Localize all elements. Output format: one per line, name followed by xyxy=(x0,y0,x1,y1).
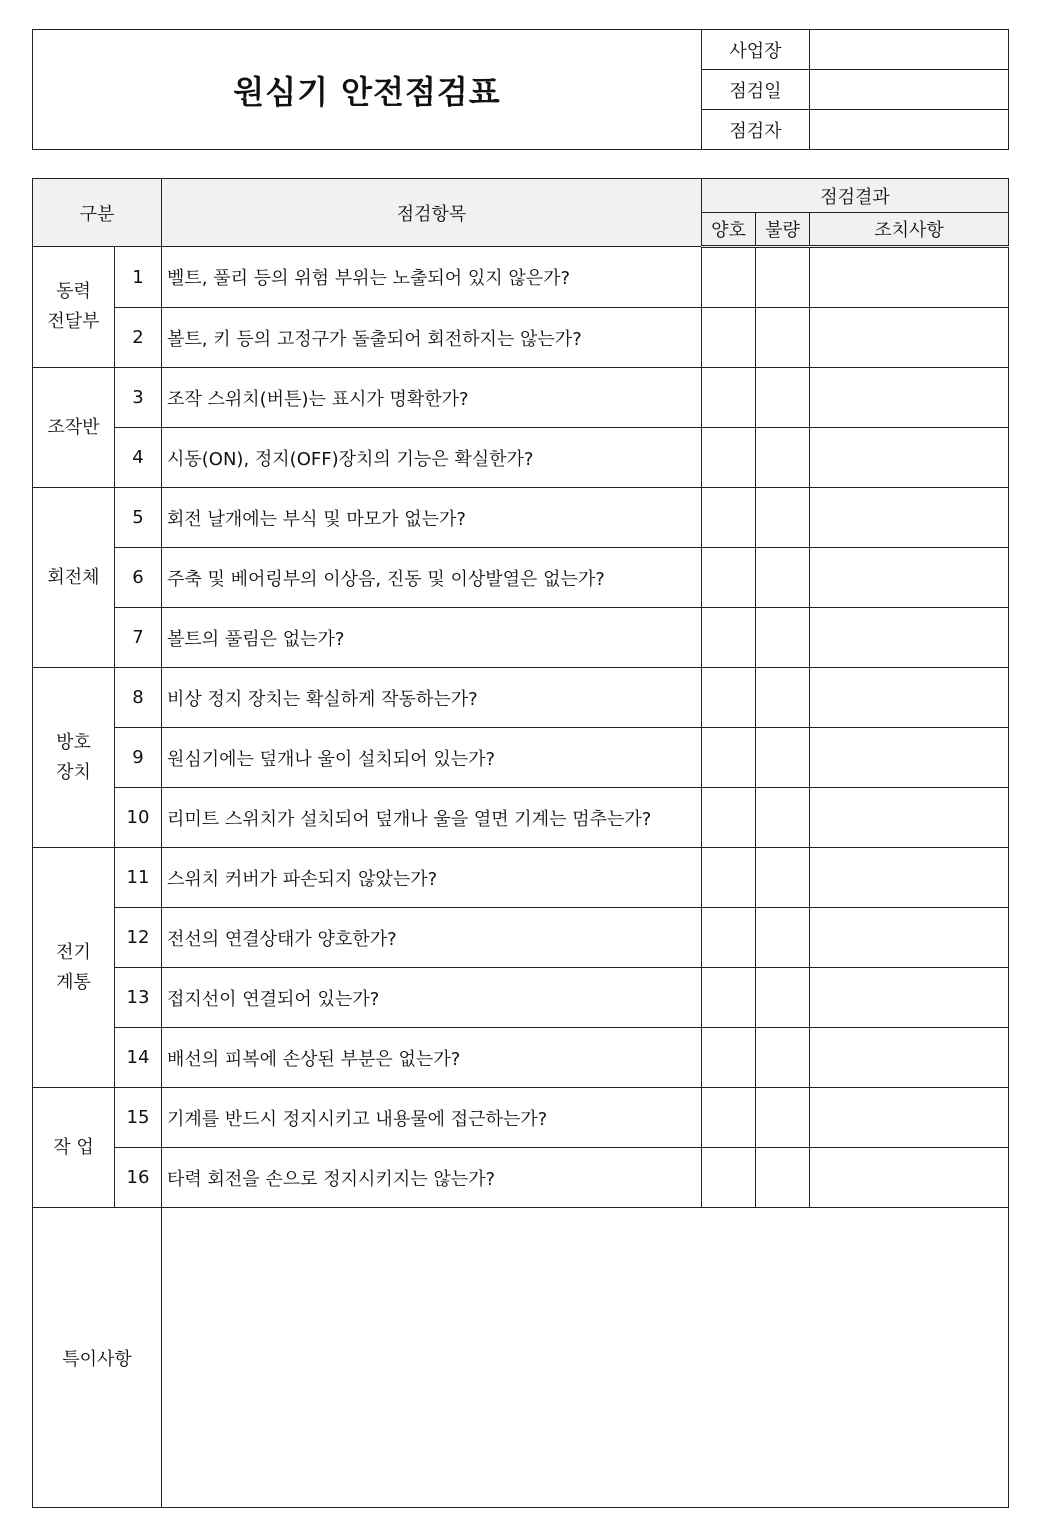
category-cell: 작 업 xyxy=(33,1088,115,1208)
item-question: 볼트, 키 등의 고정구가 돌출되어 회전하지는 않는가? xyxy=(162,308,702,368)
item-number: 2 xyxy=(115,308,162,368)
action-cell[interactable] xyxy=(810,247,1009,308)
inspector-field[interactable] xyxy=(810,110,1009,150)
good-cell[interactable] xyxy=(702,728,756,788)
table-row xyxy=(33,668,1009,728)
good-cell[interactable] xyxy=(702,608,756,668)
action-header: 조치사항 xyxy=(810,213,1009,247)
item-number: 16 xyxy=(115,1148,162,1208)
good-cell[interactable] xyxy=(702,908,756,968)
action-cell[interactable] xyxy=(810,308,1009,368)
notes-field[interactable] xyxy=(162,1208,1009,1508)
table-row xyxy=(33,728,1009,788)
item-question: 기계를 반드시 정지시키고 내용물에 접근하는가? xyxy=(162,1088,702,1148)
action-cell[interactable] xyxy=(810,968,1009,1028)
table-row xyxy=(33,788,1009,848)
item-number: 11 xyxy=(115,848,162,908)
category-cell: 동력 전달부 xyxy=(33,247,115,368)
action-cell[interactable] xyxy=(810,428,1009,488)
item-question: 볼트의 풀림은 없는가? xyxy=(162,608,702,668)
category-cell: 전기 계통 xyxy=(33,848,115,1088)
bad-cell[interactable] xyxy=(756,728,810,788)
table-row xyxy=(33,548,1009,608)
item-number: 14 xyxy=(115,1028,162,1088)
notes-label: 특이사항 xyxy=(33,1208,162,1508)
item-question: 비상 정지 장치는 확실하게 작동하는가? xyxy=(162,668,702,728)
bad-cell[interactable] xyxy=(756,1028,810,1088)
table-row xyxy=(33,308,1009,368)
item-question: 벨트, 풀리 등의 위험 부위는 노출되어 있지 않은가? xyxy=(162,247,702,308)
bad-cell[interactable] xyxy=(756,968,810,1028)
good-cell[interactable] xyxy=(702,368,756,428)
category-cell: 조작반 xyxy=(33,368,115,488)
action-cell[interactable] xyxy=(810,728,1009,788)
action-cell[interactable] xyxy=(810,548,1009,608)
item-number: 5 xyxy=(115,488,162,548)
item-question: 시동(ON), 정지(OFF)장치의 기능은 확실한가? xyxy=(162,428,702,488)
item-number: 15 xyxy=(115,1088,162,1148)
item-question: 접지선이 연결되어 있는가? xyxy=(162,968,702,1028)
inspection-date-label: 점검일 xyxy=(702,70,810,110)
bad-cell[interactable] xyxy=(756,1088,810,1148)
good-cell[interactable] xyxy=(702,788,756,848)
good-cell[interactable] xyxy=(702,848,756,908)
item-number: 6 xyxy=(115,548,162,608)
action-cell[interactable] xyxy=(810,1028,1009,1088)
item-question: 리미트 스위치가 설치되어 덮개나 울을 열면 기계는 멈추는가? xyxy=(162,788,702,848)
item-number: 9 xyxy=(115,728,162,788)
inspection-date-field[interactable] xyxy=(810,70,1009,110)
action-cell[interactable] xyxy=(810,668,1009,728)
item-question: 타력 회전을 손으로 정지시키지는 않는가? xyxy=(162,1148,702,1208)
table-row xyxy=(33,428,1009,488)
action-cell[interactable] xyxy=(810,368,1009,428)
good-cell[interactable] xyxy=(702,247,756,308)
bad-header: 불량 xyxy=(756,213,810,247)
good-cell[interactable] xyxy=(702,968,756,1028)
table-row xyxy=(33,1028,1009,1088)
action-cell[interactable] xyxy=(810,908,1009,968)
category-cell: 방호 장치 xyxy=(33,668,115,848)
table-row xyxy=(33,908,1009,968)
action-cell[interactable] xyxy=(810,848,1009,908)
table-row xyxy=(33,488,1009,548)
good-cell[interactable] xyxy=(702,308,756,368)
bad-cell[interactable] xyxy=(756,908,810,968)
bad-cell[interactable] xyxy=(756,788,810,848)
good-cell[interactable] xyxy=(702,548,756,608)
bad-cell[interactable] xyxy=(756,247,810,308)
bad-cell[interactable] xyxy=(756,308,810,368)
action-cell[interactable] xyxy=(810,1148,1009,1208)
bad-cell[interactable] xyxy=(756,428,810,488)
action-cell[interactable] xyxy=(810,1088,1009,1148)
bad-cell[interactable] xyxy=(756,488,810,548)
item-number: 10 xyxy=(115,788,162,848)
item-number: 12 xyxy=(115,908,162,968)
checklist-table xyxy=(32,178,1009,1508)
result-header: 점검결과 xyxy=(702,179,1009,213)
action-cell[interactable] xyxy=(810,788,1009,848)
item-number: 13 xyxy=(115,968,162,1028)
workplace-field[interactable] xyxy=(810,30,1009,70)
item-number: 7 xyxy=(115,608,162,668)
bad-cell[interactable] xyxy=(756,848,810,908)
item-question: 주축 및 베어링부의 이상음, 진동 및 이상발열은 없는가? xyxy=(162,548,702,608)
item-number: 3 xyxy=(115,368,162,428)
item-question: 전선의 연결상태가 양호한가? xyxy=(162,908,702,968)
table-row xyxy=(33,848,1009,908)
table-row xyxy=(33,1148,1009,1208)
category-header: 구분 xyxy=(33,179,162,247)
good-cell[interactable] xyxy=(702,1148,756,1208)
good-cell[interactable] xyxy=(702,428,756,488)
bad-cell[interactable] xyxy=(756,368,810,428)
item-number: 4 xyxy=(115,428,162,488)
table-row xyxy=(33,968,1009,1028)
action-cell[interactable] xyxy=(810,488,1009,548)
item-number: 1 xyxy=(115,247,162,308)
header-table xyxy=(32,29,1009,150)
table-row xyxy=(33,368,1009,428)
table-row xyxy=(33,247,1009,308)
good-cell[interactable] xyxy=(702,1088,756,1148)
good-cell[interactable] xyxy=(702,668,756,728)
table-row xyxy=(33,608,1009,668)
good-header: 양호 xyxy=(702,213,756,247)
item-question: 조작 스위치(버튼)는 표시가 명확한가? xyxy=(162,368,702,428)
item-question: 원심기에는 덮개나 울이 설치되어 있는가? xyxy=(162,728,702,788)
good-cell[interactable] xyxy=(702,1028,756,1088)
item-question: 회전 날개에는 부식 및 마모가 없는가? xyxy=(162,488,702,548)
bad-cell[interactable] xyxy=(756,608,810,668)
item-header: 점검항목 xyxy=(162,179,702,247)
category-cell: 회전체 xyxy=(33,488,115,668)
good-cell[interactable] xyxy=(702,488,756,548)
bad-cell[interactable] xyxy=(756,668,810,728)
item-question: 배선의 피복에 손상된 부분은 없는가? xyxy=(162,1028,702,1088)
inspector-label: 점검자 xyxy=(702,110,810,150)
item-question: 스위치 커버가 파손되지 않았는가? xyxy=(162,848,702,908)
workplace-label: 사업장 xyxy=(702,30,810,70)
action-cell[interactable] xyxy=(810,608,1009,668)
item-number: 8 xyxy=(115,668,162,728)
document-title: 원심기 안전점검표 xyxy=(33,30,702,150)
bad-cell[interactable] xyxy=(756,1148,810,1208)
bad-cell[interactable] xyxy=(756,548,810,608)
table-row xyxy=(33,1088,1009,1148)
